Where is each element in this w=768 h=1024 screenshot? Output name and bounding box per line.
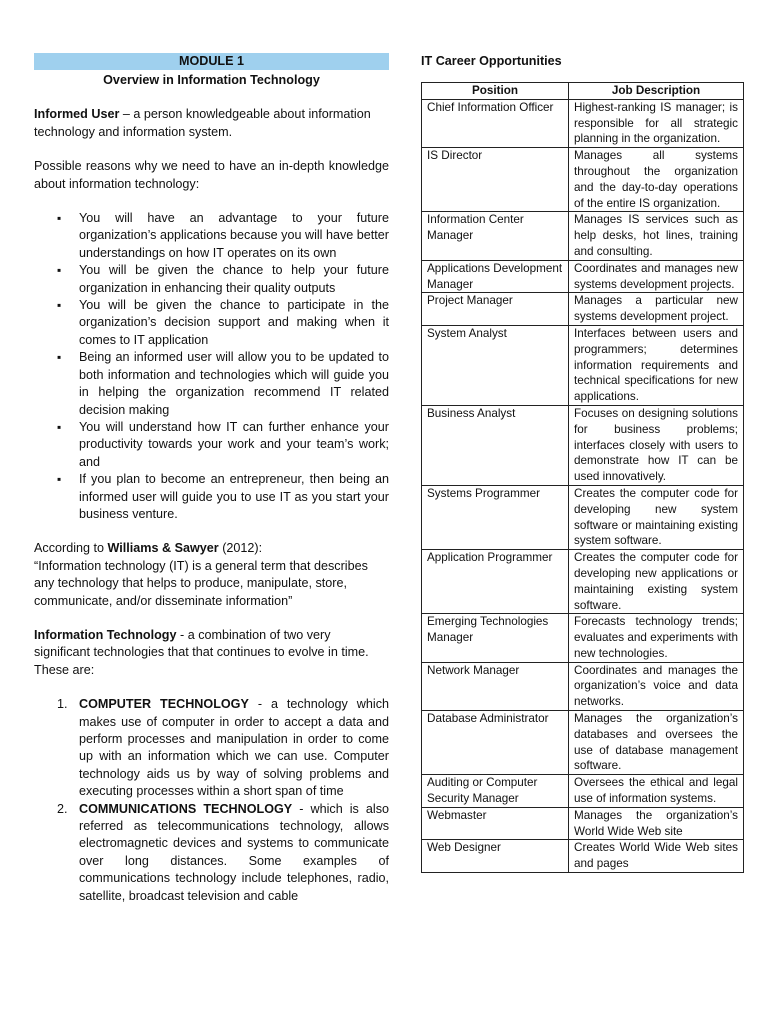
according-line [34, 540, 389, 557]
position-cell: Project Manager [422, 293, 569, 326]
position-cell: Database Administrator [422, 711, 569, 775]
table-row [422, 212, 744, 260]
table-row [422, 485, 744, 549]
description-cell: Forecasts technology trends; evaluates and experiments with new technologies. [569, 614, 744, 662]
table-row [422, 325, 744, 405]
description-cell: Manages all systems throughout the organization and the day-to-day operations of the entire IS organization. [569, 148, 744, 212]
tech-description: - which is also referred as telecommunications technology, allows electromagnetic devices and systems to communicate over long distances. Some examples of communications technology include telephones, radio, satellite, broadcast television and cable [79, 801, 390, 903]
position-cell: Systems Programmer [422, 485, 569, 549]
table-row [422, 840, 744, 873]
table-row [422, 662, 744, 710]
list-number: 2. [57, 801, 68, 816]
position-cell: IS Director [422, 148, 569, 212]
list-item: ▪ You will be given the chance to help your future organization in enhancing their quality outputs [79, 262, 389, 297]
it-definition-paragraph [34, 627, 389, 679]
right-column [421, 53, 743, 873]
table-row [422, 550, 744, 614]
table-row [422, 99, 744, 147]
description-cell: Manages the organization’s databases and oversees the use of database management software. [569, 711, 744, 775]
position-cell: Auditing or Computer Security Manager [422, 775, 569, 808]
table-row [422, 260, 744, 293]
description-cell: Coordinates and manages new systems development projects. [569, 260, 744, 293]
career-table [421, 82, 744, 873]
it-quote: “Information technology (IT) is a general term that describes any technology that helps to produce, manipulate, store, communicate, and/or disseminate information” [34, 558, 368, 608]
table-header-row [422, 83, 744, 100]
description-cell: Coordinates and manages the organization’s voice and data networks. [569, 662, 744, 710]
description-cell: Manages a particular new systems development project. [569, 293, 744, 326]
table-row [422, 614, 744, 662]
list-item: ▪ Being an informed user will allow you to be updated to both information and technologies which will guide you in helping the organization recommend IT related decision making [79, 349, 389, 419]
it-term: Information Technology [34, 627, 177, 642]
position-cell: Network Manager [422, 662, 569, 710]
position-cell: Chief Information Officer [422, 99, 569, 147]
description-cell: Creates the computer code for developing new system software or maintaining existing system software. [569, 485, 744, 549]
list-item: ▪ You will be given the chance to participate in the organization’s decision support and making when it comes to IT application [79, 297, 389, 349]
description-cell: Highest-ranking IS manager; is responsible for all strategic planning in the organization. [569, 99, 744, 147]
technology-list [34, 696, 389, 905]
table-row [422, 711, 744, 775]
table-row [422, 807, 744, 840]
position-cell: Web Designer [422, 840, 569, 873]
reasons-intro: Possible reasons why we need to have an in-depth knowledge about information technology: [34, 159, 389, 191]
career-table-body [422, 99, 744, 872]
position-cell: Emerging Technologies Manager [422, 614, 569, 662]
description-cell: Interfaces between users and programmers; determines information requirements and technical specifications for new applications. [569, 325, 744, 405]
table-row [422, 405, 744, 485]
description-cell: Manages IS services such as help desks, hot lines, training and consulting. [569, 212, 744, 260]
reasons-list [34, 210, 389, 523]
table-row [422, 775, 744, 808]
it-definition: - a combination of two very significant technologies that that continues to evolve in time. These are: [34, 627, 369, 677]
table-row [422, 293, 744, 326]
table-row [422, 148, 744, 212]
position-cell: Information Center Manager [422, 212, 569, 260]
career-title: IT Career Opportunities [421, 54, 562, 68]
informed-user-term: Informed User [34, 107, 120, 122]
description-cell: Manages the organization’s World Wide Web site [569, 807, 744, 840]
module-title: MODULE 1 [34, 53, 389, 70]
left-column [34, 53, 389, 905]
tech-description: - a technology which makes use of computer in order to accept a data and perform processes and manipulation in order to come up with an information which we can use. Computer technology aids us by way of solving problems and executing processes within a short span of time [79, 697, 389, 799]
list-item: ▪ You will understand how IT can further enhance your productivity towards your work and your team’s work; and [79, 419, 389, 471]
description-cell: Creates the computer code for developing new applications or maintaining existing system software. [569, 550, 744, 614]
list-item [57, 801, 390, 905]
position-cell: Business Analyst [422, 405, 569, 485]
description-header: Job Description [569, 83, 744, 100]
informed-user-paragraph [34, 106, 389, 141]
list-number: 1. [57, 697, 68, 712]
position-cell: Applications Development Manager [422, 260, 569, 293]
tech-term: COMMUNICATIONS TECHNOLOGY [79, 801, 293, 816]
list-item [57, 696, 389, 800]
according-prefix: According to [34, 541, 108, 556]
informed-user-definition: – a person knowledgeable about information technology and information system. [34, 107, 371, 139]
tech-term: COMPUTER TECHNOLOGY [79, 697, 249, 712]
position-cell: System Analyst [422, 325, 569, 405]
list-item: ▪ You will have an advantage to your future organization’s applications because you will have better understandings on how IT operates on its own [79, 210, 389, 262]
position-header: Position [422, 83, 569, 100]
description-cell: Focuses on designing solutions for business problems; interfaces closely with users to demonstrate how IT can be used innovatively. [569, 405, 744, 485]
description-cell: Creates World Wide Web sites and pages [569, 840, 744, 873]
position-cell: Webmaster [422, 807, 569, 840]
citation-year: (2012): [218, 541, 263, 556]
citation-author: Williams & Sawyer [107, 541, 219, 556]
section-subtitle: Overview in Information Technology [103, 73, 320, 87]
position-cell: Application Programmer [422, 550, 569, 614]
description-cell: Oversees the ethical and legal use of information systems. [569, 775, 744, 808]
list-item: ▪ If you plan to become an entrepreneur, then being an informed user will guide you to use IT as you start your business venture. [79, 471, 389, 523]
